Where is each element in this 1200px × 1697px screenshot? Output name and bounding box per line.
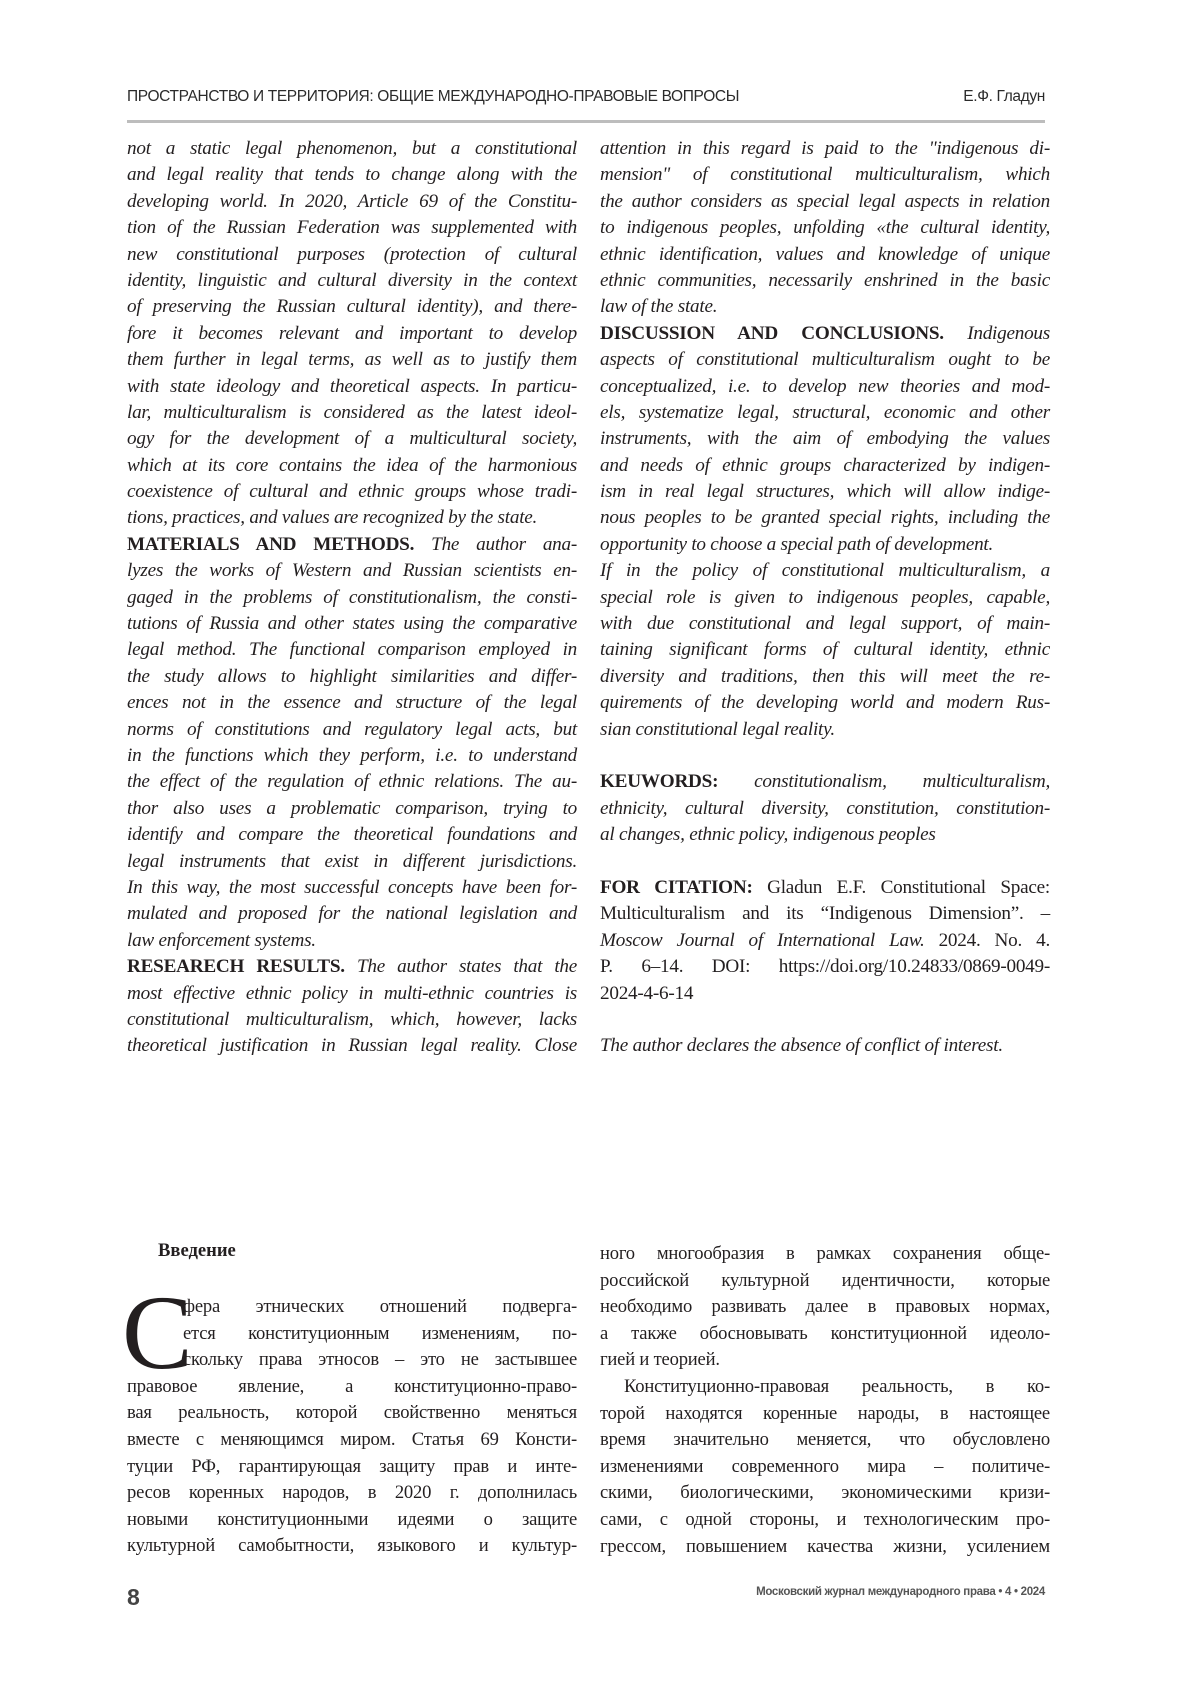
text-line: them further in legal terms, as well as to justify them	[127, 347, 577, 373]
text-line: to indigenous peoples, unfolding «the cultural identity,	[600, 215, 1050, 241]
text-line: which at its core contains the idea of the harmonious	[127, 453, 577, 479]
text-line	[600, 822, 1050, 848]
text-run: грессом, повышением качества жизни, усилением	[600, 1536, 1050, 1557]
text-line	[127, 1400, 577, 1427]
text-line: lyzes the works of Western and Russian scientists en-	[127, 558, 577, 584]
text-line	[600, 1007, 1050, 1033]
text-run: 2024. No. 4.	[925, 930, 1051, 951]
text-run: opportunity to choose a special path of development.	[600, 534, 993, 555]
text-run: российской культурной идентичности, которые	[600, 1270, 1050, 1291]
text-run: law enforcement systems.	[127, 930, 316, 951]
text-run: constitutionalism, multiculturalism,	[718, 771, 1050, 792]
text-run: а также обосновывать конституционной идеоло-	[600, 1323, 1050, 1344]
text-run: ется конституционным изменениям, по-	[183, 1323, 577, 1344]
text-line: diversity and traditions, then this will meet the re-	[600, 664, 1050, 690]
text-line: If in the policy of constitutional multiculturalism, a	[600, 558, 1050, 584]
text-line: the author considers as special legal aspects in relation	[600, 189, 1050, 215]
bold-lead-in: KEUWORDS:	[600, 771, 718, 792]
abstract-right-column	[600, 136, 1050, 1060]
text-line	[600, 1241, 1050, 1268]
text-line	[600, 294, 1050, 320]
text-line: els, systematize legal, structural, economic and other	[600, 400, 1050, 426]
text-line: ism in real legal structures, which will allow indige-	[600, 479, 1050, 505]
text-line: norms of constitutions and regulatory legal acts, but	[127, 717, 577, 743]
text-line	[600, 1427, 1050, 1454]
text-line: theoretical justification in Russian legal reality. Close	[127, 1033, 577, 1059]
text-run: новыми конституционными идеями о защите	[127, 1509, 577, 1530]
text-line	[127, 954, 577, 980]
text-line	[127, 1321, 577, 1348]
text-line	[600, 901, 1050, 927]
text-line	[600, 1268, 1050, 1295]
text-line: conceptualized, i.e. to develop new theories and mod-	[600, 374, 1050, 400]
text-line	[127, 1374, 577, 1401]
text-line: instruments, with the aim of embodying the values	[600, 426, 1050, 452]
text-line	[127, 1480, 577, 1507]
text-line	[127, 1347, 577, 1374]
text-run: Multiculturalism and its “Indigenous Dimension”. –	[600, 903, 1050, 924]
text-line	[127, 1533, 577, 1560]
text-run: сами, с одной стороны, и технологическим про-	[600, 1509, 1050, 1530]
text-line: with due constitutional and legal support, of main-	[600, 611, 1050, 637]
text-line: fore it becomes relevant and important to develop	[127, 321, 577, 347]
text-line: and legal reality that tends to change along with the	[127, 162, 577, 188]
text-run: изменениями современного мира – политиче-	[600, 1456, 1050, 1477]
text-line	[600, 1374, 1050, 1401]
text-line: ogy for the development of a multicultural society,	[127, 426, 577, 452]
text-run: вая реальность, которой свойственно меняться	[127, 1402, 577, 1423]
text-line	[600, 1534, 1050, 1561]
text-line	[600, 1507, 1050, 1534]
text-line	[600, 1033, 1050, 1059]
text-run: правовое явление, а конституционно-право-	[127, 1376, 577, 1397]
text-line: the effect of the regulation of ethnic relations. The au-	[127, 769, 577, 795]
text-run: ного многообразия в рамках сохранения обще-	[600, 1243, 1050, 1264]
bold-lead-in: MATERIALS AND METHODS.	[127, 534, 414, 555]
text-line: not a static legal phenomenon, but a constitutional	[127, 136, 577, 162]
text-line: and needs of ethnic groups characterized by indigen-	[600, 453, 1050, 479]
text-run: гией и теорией.	[600, 1349, 720, 1370]
text-line	[600, 769, 1050, 795]
text-run: sian constitutional legal reality.	[600, 719, 835, 740]
text-line	[600, 1401, 1050, 1428]
text-run: al changes, ethnic policy, indigenous peoples	[600, 824, 936, 845]
bold-lead-in: RESEARECH RESULTS.	[127, 956, 345, 977]
text-run: туции РФ, гарантирующая защиту прав и инте-	[127, 1456, 577, 1477]
text-line	[600, 1321, 1050, 1348]
bold-lead-in: FOR CITATION:	[600, 877, 753, 898]
text-run: Indigenous	[944, 323, 1050, 344]
page-number: 8	[127, 1584, 140, 1611]
text-run: скольку права этносов – это не застывшее	[183, 1349, 577, 1370]
text-line: mulated and proposed for the national legislation and	[127, 901, 577, 927]
text-line: ences not in the essence and structure of the legal	[127, 690, 577, 716]
text-line: most effective ethnic policy in multi-ethnic countries is	[127, 981, 577, 1007]
text-line: thor also uses a problematic comparison, trying to	[127, 796, 577, 822]
text-run: The author states that the	[345, 956, 577, 977]
text-line: quirements of the developing world and modern Rus-	[600, 690, 1050, 716]
text-line: tutions of Russia and other states using the comparative	[127, 611, 577, 637]
text-line: ethnic identification, values and knowledge of unique	[600, 242, 1050, 268]
text-line: the study allows to highlight similarities and differ-	[127, 664, 577, 690]
text-line	[127, 1427, 577, 1454]
bold-lead-in: DISCUSSION AND CONCLUSIONS.	[600, 323, 944, 344]
text-line: in the functions which they perform, i.e. to understand	[127, 743, 577, 769]
text-line	[127, 505, 577, 531]
text-line: ethnic communities, necessarily enshrined in the basic	[600, 268, 1050, 294]
text-line: ethnicity, cultural diversity, constitution, constitution-	[600, 796, 1050, 822]
text-line	[600, 1347, 1050, 1374]
text-run: необходимо развивать далее в правовых нормах,	[600, 1296, 1050, 1317]
text-line	[600, 743, 1050, 769]
text-line	[127, 1294, 577, 1321]
text-run: фера этнических отношений подверга-	[183, 1296, 577, 1317]
text-line: of preserving the Russian cultural identity), and there-	[127, 294, 577, 320]
text-run: Moscow Journal of International Law.	[600, 930, 925, 951]
text-line: gaged in the problems of constitutionalism, the consti-	[127, 585, 577, 611]
text-line: In this way, the most successful concepts have been for-	[127, 875, 577, 901]
section-title: ПРОСТРАНСТВО И ТЕРРИТОРИЯ: ОБЩИЕ МЕЖДУНАРОДНО-ПРАВОВЫЕ ВОПРОСЫ	[127, 88, 739, 105]
text-line	[600, 1454, 1050, 1481]
text-line: attention in this regard is paid to the "indigenous di-	[600, 136, 1050, 162]
journal-footer: Московский журнал международного права • 4 • 2024	[756, 1586, 1045, 1598]
text-line: constitutional multiculturalism, which, however, lacks	[127, 1007, 577, 1033]
text-line	[127, 1454, 577, 1481]
text-line: developing world. In 2020, Article 69 of the Constitu-	[127, 189, 577, 215]
text-line: legal method. The functional comparison employed in	[127, 637, 577, 663]
running-header	[127, 88, 1045, 106]
text-run: 2024-4-6-14	[600, 983, 693, 1004]
text-run: скими, биологическими, экономическими кризи-	[600, 1482, 1050, 1503]
text-line: aspects of constitutional multiculturalism ought to be	[600, 347, 1050, 373]
text-line	[127, 1507, 577, 1534]
text-line	[600, 717, 1050, 743]
text-line	[600, 954, 1050, 980]
text-line	[127, 928, 577, 954]
text-line	[600, 849, 1050, 875]
author-name: Е.Ф. Гладун	[963, 88, 1045, 106]
text-line	[600, 1294, 1050, 1321]
text-line: identity, linguistic and cultural diversity in the context	[127, 268, 577, 294]
text-line	[600, 928, 1050, 954]
text-line	[600, 981, 1050, 1007]
text-line	[127, 532, 577, 558]
text-line: lar, multiculturalism is considered as the latest ideol-	[127, 400, 577, 426]
intro-left-column	[127, 1294, 577, 1560]
text-line: identify and compare the theoretical foundations and	[127, 822, 577, 848]
text-line: tion of the Russian Federation was supplemented with	[127, 215, 577, 241]
text-line: special role is given to indigenous peoples, capable,	[600, 585, 1050, 611]
text-run: tions, practices, and values are recognized by the state.	[127, 507, 537, 528]
text-line	[600, 321, 1050, 347]
text-run: law of the state.	[600, 296, 717, 317]
text-line: with state ideology and theoretical aspects. In particu-	[127, 374, 577, 400]
drop-cap: С	[122, 1280, 193, 1386]
text-run: The author ana-	[414, 534, 577, 555]
text-line	[600, 532, 1050, 558]
text-line: new constitutional purposes (protection of cultural	[127, 242, 577, 268]
intro-right-column	[600, 1241, 1050, 1560]
text-line: mension" of constitutional multiculturalism, which	[600, 162, 1050, 188]
text-line	[600, 1480, 1050, 1507]
text-run: культурной самобытности, языкового и культур-	[127, 1535, 577, 1556]
section-heading-introduction: Введение	[158, 1240, 236, 1262]
text-run: The author declares the absence of conflict of interest.	[600, 1035, 1003, 1056]
text-run: Gladun E.F. Constitutional Space:	[753, 877, 1050, 898]
text-run: торой находятся коренные народы, в настоящее	[600, 1403, 1050, 1424]
text-line: taining significant forms of cultural identity, ethnic	[600, 637, 1050, 663]
header-rule	[127, 120, 1045, 123]
text-run: P. 6–14. DOI: https://doi.org/10.24833/0869-0049-	[600, 956, 1050, 977]
text-line	[600, 875, 1050, 901]
text-line: legal instruments that exist in different jurisdictions.	[127, 849, 577, 875]
text-run: вместе с меняющимся миром. Статья 69 Консти-	[127, 1429, 577, 1450]
abstract-left-column	[127, 136, 577, 1060]
text-run: ресов коренных народов, в 2020 г. дополнилась	[127, 1482, 577, 1503]
text-run: Конституционно-правовая реальность, в ко-	[624, 1376, 1050, 1397]
text-run: время значительно меняется, что обусловлено	[600, 1429, 1050, 1450]
text-line: coexistence of cultural and ethnic groups whose tradi-	[127, 479, 577, 505]
text-line: nous peoples to be granted special rights, including the	[600, 505, 1050, 531]
